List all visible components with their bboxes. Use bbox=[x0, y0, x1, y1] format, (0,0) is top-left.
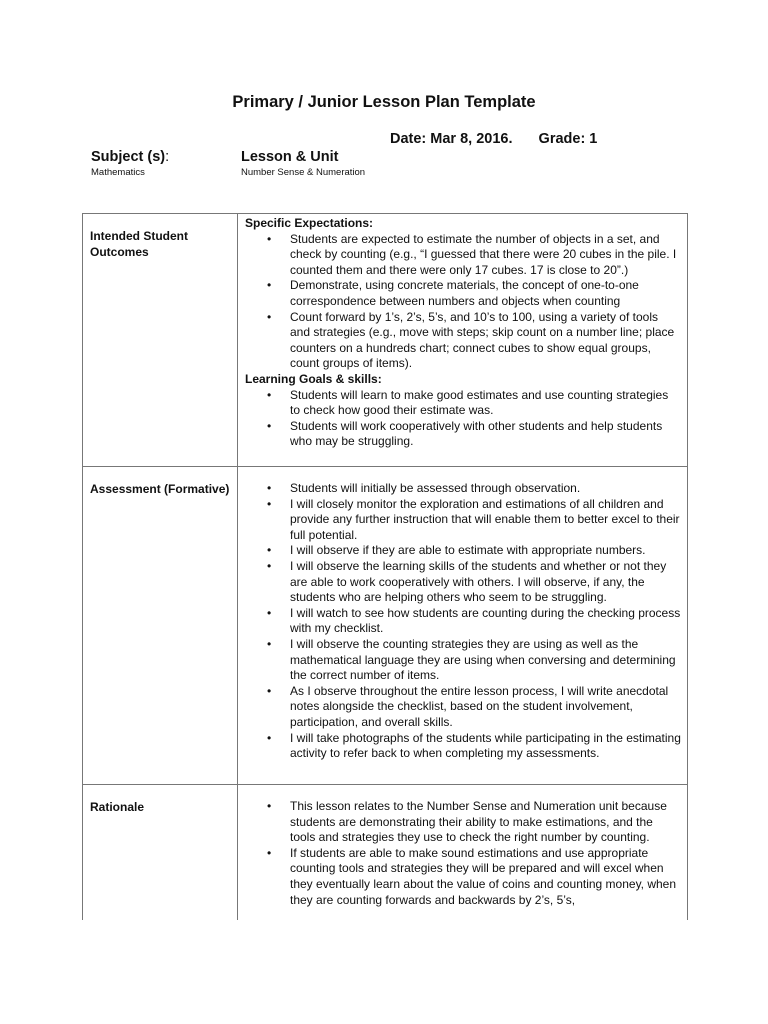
list-item: • I will observe the learning skills of the students and whether or not they are able to work cooperatively with others. I will observe, if any, the students who are helping others who seem to be struggling. bbox=[290, 559, 681, 606]
lesson-plan-table bbox=[82, 213, 688, 920]
document-title: Primary / Junior Lesson Plan Template bbox=[232, 93, 536, 111]
list-item: • Students will learn to make good estimates and use counting strategies to check how good their estimate was. bbox=[290, 388, 681, 419]
lesson-heading: Lesson & Unit bbox=[241, 149, 339, 165]
list-item: • Demonstrate, using concrete materials, the concept of one-to-one correspondence between numbers and objects when counting bbox=[290, 278, 681, 309]
list-item: • As I observe throughout the entire lesson process, I will write anecdotal notes alongside the checklist, based on the student involvement, participation, and overall skills. bbox=[290, 684, 681, 731]
subject-value: Mathematics bbox=[91, 167, 145, 178]
list-item: • I will observe the counting strategies they are using as well as the mathematical language they are using when conversing and determining the correct number of items. bbox=[290, 637, 681, 684]
row-content bbox=[238, 214, 687, 466]
list-item: • Count forward by 1’s, 2’s, 5’s, and 10’s to 100, using a variety of tools and strategies (e.g., move with steps; skip count on a number line; place counters on a hundreds chart; connect cubes to show equal groups, count groups of items). bbox=[290, 310, 681, 372]
section-heading: Learning Goals & skills: bbox=[245, 371, 382, 386]
bullet-list bbox=[245, 232, 681, 372]
bullet-list bbox=[245, 481, 681, 762]
table-row-assessment bbox=[83, 467, 687, 785]
list-item: • Students will work cooperatively with other students and help students who may be struggling. bbox=[290, 419, 681, 450]
list-item: • This lesson relates to the Number Sense and Numeration unit because students are demonstrating their ability to make estimations, and the tools and strategies they use to check the right number by counting. bbox=[290, 799, 681, 846]
list-item: • Students will initially be assessed through observation. bbox=[290, 481, 681, 497]
list-item: • I will watch to see how students are counting during the checking process with my checklist. bbox=[290, 606, 681, 637]
row-label: Assessment (Formative) bbox=[83, 467, 238, 784]
date-label: Date: Mar 8, 2016. bbox=[390, 131, 513, 147]
subject-colon: : bbox=[165, 149, 170, 165]
list-item: • If students are able to make sound estimations and use appropriate counting tools and strategies they will be prepared and will excel when they eventually learn about the value of coins and counting money, when they are counting forwards and backwards by 2’s, 5’s, bbox=[290, 846, 681, 908]
row-label: Intended Student Outcomes bbox=[83, 214, 238, 466]
section-heading: Specific Expectations: bbox=[245, 216, 374, 230]
row-content bbox=[238, 785, 687, 920]
grade-label: Grade: 1 bbox=[538, 131, 598, 147]
subject-heading bbox=[91, 149, 169, 165]
row-label: Rationale bbox=[83, 785, 238, 920]
row-content bbox=[238, 467, 687, 784]
table-row-outcomes bbox=[83, 214, 687, 467]
bullet-list bbox=[245, 388, 681, 450]
list-item: • I will observe if they are able to estimate with appropriate numbers. bbox=[290, 543, 681, 559]
subject-heading-text: Subject (s) bbox=[91, 149, 166, 165]
table-row-rationale bbox=[83, 785, 687, 920]
list-item: • Students are expected to estimate the number of objects in a set, and check by counting (e.g., “I guessed that there were 20 cubes in the pile. I counted them and there were only 17 cubes. 17 is close to 20”.) bbox=[290, 232, 681, 279]
lesson-value: Number Sense & Numeration bbox=[241, 167, 366, 178]
list-item: • I will take photographs of the students while participating in the estimating activity to refer back to when completing my assessments. bbox=[290, 731, 681, 762]
bullet-list bbox=[245, 799, 681, 908]
date-grade-line bbox=[390, 131, 597, 147]
list-item: • I will closely monitor the exploration and estimations of all children and provide any further instruction that will enable them to better excel to their full potential. bbox=[290, 497, 681, 544]
